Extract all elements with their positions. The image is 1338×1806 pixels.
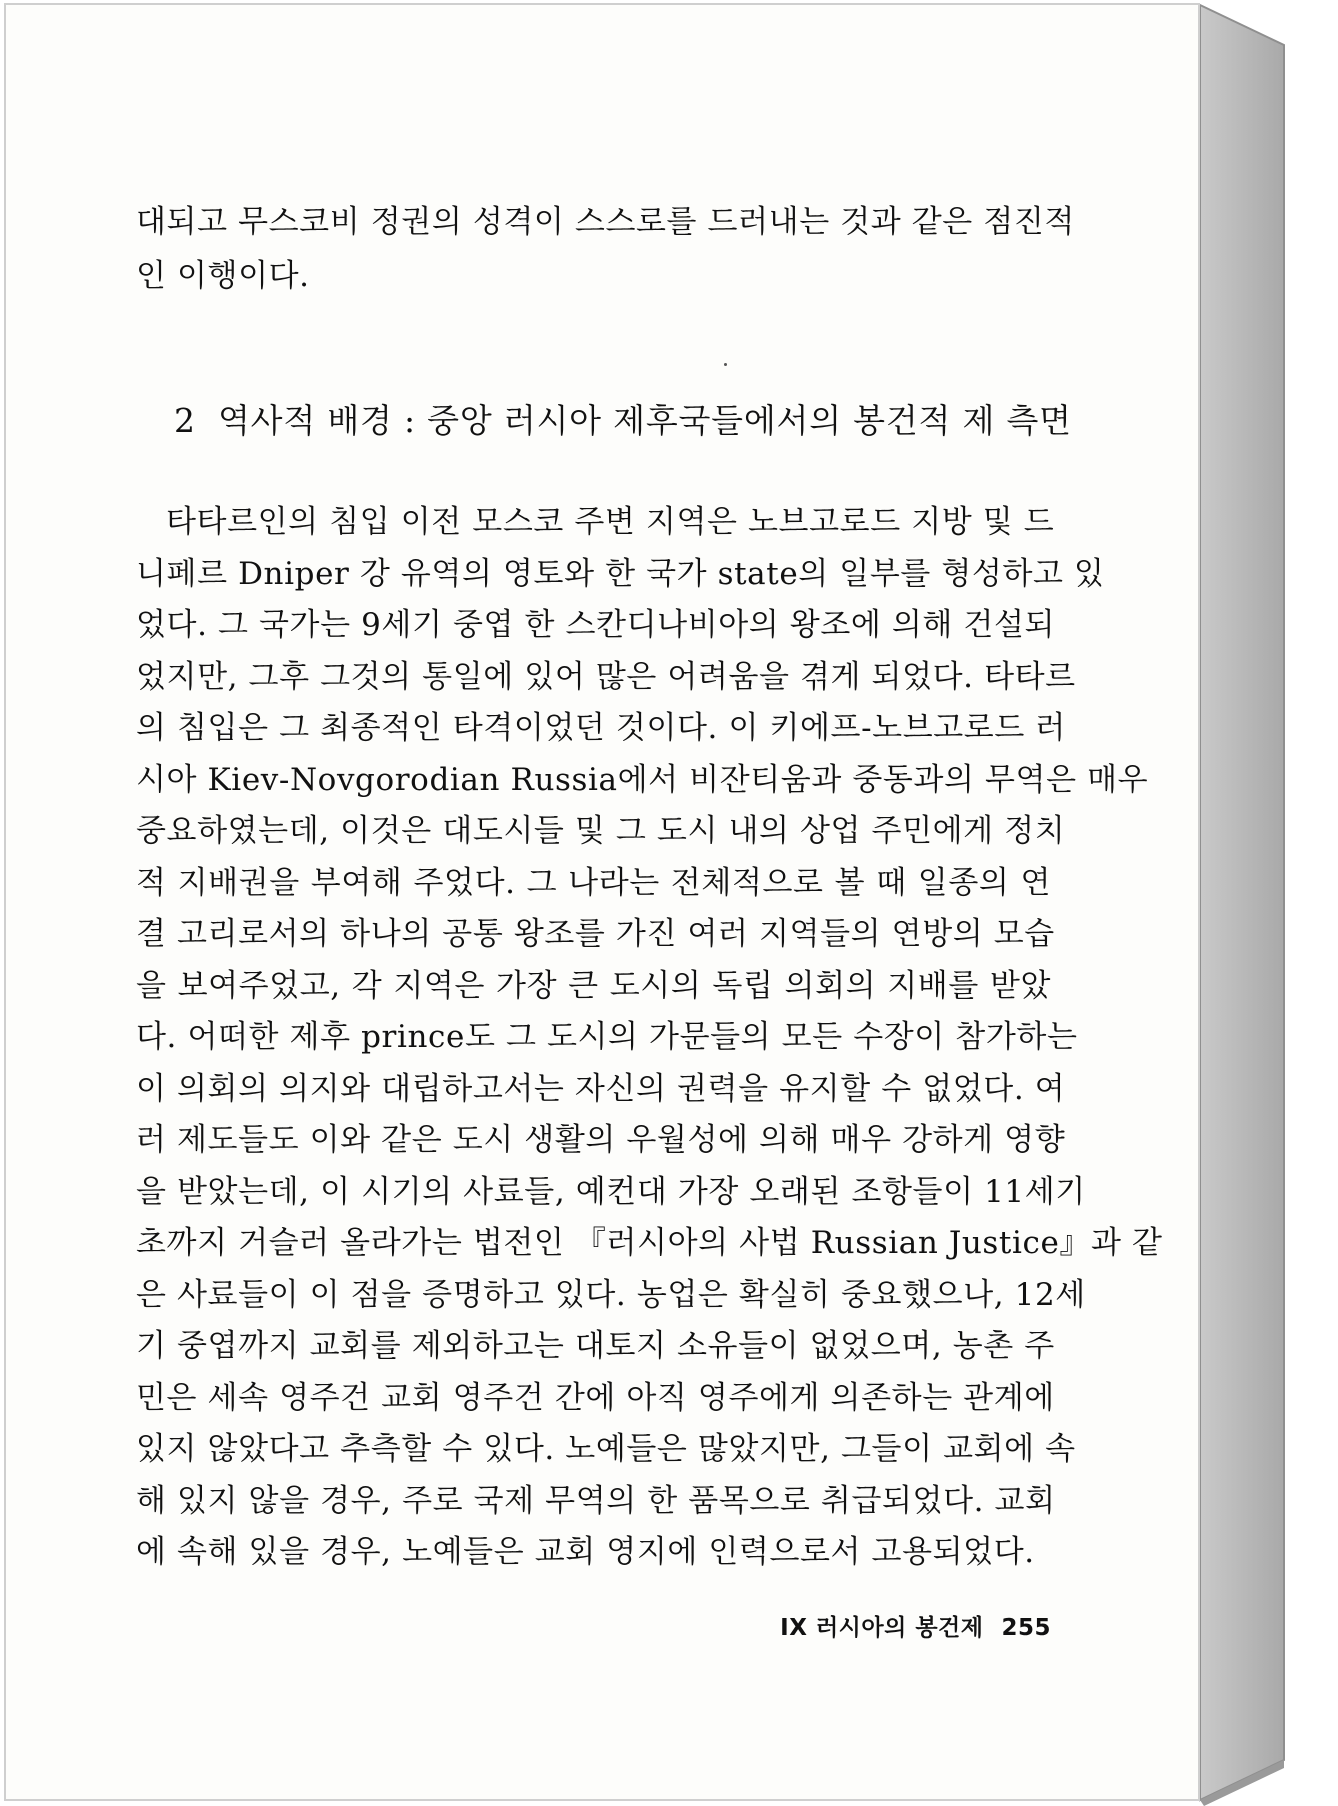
text-line: 적 지배권을 부여해 주었다. 그 나라는 전체적으로 볼 때 일종의 연 xyxy=(136,864,1051,901)
text-line: 에 속해 있을 경우, 노예들은 교회 영지에 인력으로서 고용되었다. xyxy=(136,1534,1035,1570)
text-line: 었다. 그 국가는 9세기 중엽 한 스칸디나비아의 왕조에 의해 건설되 xyxy=(136,607,1056,643)
text-line: 인 이행이다. xyxy=(136,258,310,294)
text-line: 초까지 거슬러 올라가는 법전인 『러시아의 사법 Russian Justice』과 같 xyxy=(136,1225,1163,1261)
text-line: 니페르 Dniper 강 유역의 영토와 한 국가 state의 일부를 형성하고 있 xyxy=(136,555,1105,592)
body-paragraph xyxy=(136,497,1163,1579)
text-line: 결 고리로서의 하나의 공통 왕조를 가진 여러 지역들의 연방의 모습 xyxy=(136,916,1055,952)
page-content xyxy=(136,195,1163,1641)
text-line: 민은 세속 영주건 교회 영주건 간에 아직 영주에게 의존하는 관계에 xyxy=(136,1379,1055,1416)
text-line: 었지만, 그후 그것의 통일에 있어 많은 어려움을 겪게 되었다. 타타르 xyxy=(136,658,1076,695)
section-title: 역사적 배경 : 중앙 러시아 제후국들에서의 봉건적 제 측면 xyxy=(218,401,1072,440)
top-paragraph xyxy=(136,195,1075,303)
text-line: 해 있지 않을 경우, 주로 국제 무역의 한 품목으로 취급되었다. 교회 xyxy=(136,1482,1056,1519)
book-spine-edge xyxy=(1200,5,1284,1800)
text-line: 을 받았는데, 이 시기의 사료들, 예컨대 가장 오래된 조항들이 11세기 xyxy=(136,1173,1086,1210)
text-line: 러 제도들도 이와 같은 도시 생활의 우월성에 의해 매우 강하게 영향 xyxy=(136,1122,1066,1158)
text-line: 이 의회의 의지와 대립하고서는 자신의 권력을 유지할 수 없었다. 여 xyxy=(136,1070,1066,1107)
section-number: 2 xyxy=(174,401,196,440)
book-page xyxy=(4,3,1200,1801)
text-line: 은 사료들이 이 점을 증명하고 있다. 농업은 확실히 중요했으나, 12세 xyxy=(136,1276,1086,1313)
text-line: 있지 않았다고 추측할 수 있다. 노예들은 많았지만, 그들이 교회에 속 xyxy=(136,1431,1076,1467)
section-heading xyxy=(174,395,1072,442)
text-line: 다. 어떠한 제후 prince도 그 도시의 가문들의 모든 수장이 참가하는 xyxy=(136,1019,1078,1055)
page-number: 255 xyxy=(1001,1615,1051,1641)
scan-speck xyxy=(724,363,727,366)
text-line: 시아 Kiev-Novgorodian Russia에서 비잔티움과 중동과의 무역은 매우 xyxy=(136,761,1149,798)
text-line: 대되고 무스코비 정권의 성격이 스스로를 드러내는 것과 같은 점진적 xyxy=(136,204,1075,240)
text-line: 기 중엽까지 교회를 제외하고는 대토지 소유들이 없었으며, 농촌 주 xyxy=(136,1328,1055,1364)
text-line: 중요하였는데, 이것은 대도시들 및 그 도시 내의 상업 주민에게 정치 xyxy=(136,813,1066,849)
running-footer: IX 러시아의 봉건제 xyxy=(780,1615,984,1641)
text-line: 타타르인의 침입 이전 모스코 주변 지역은 노브고로드 지방 및 드 xyxy=(166,504,1055,540)
text-line: 의 침입은 그 최종적인 타격이었던 것이다. 이 키에프-노브고로드 러 xyxy=(136,710,1066,746)
text-line: 을 보여주었고, 각 지역은 가장 큰 도시의 독립 의회의 지배를 받았 xyxy=(136,967,1051,1004)
page-footer xyxy=(766,1609,1051,1642)
